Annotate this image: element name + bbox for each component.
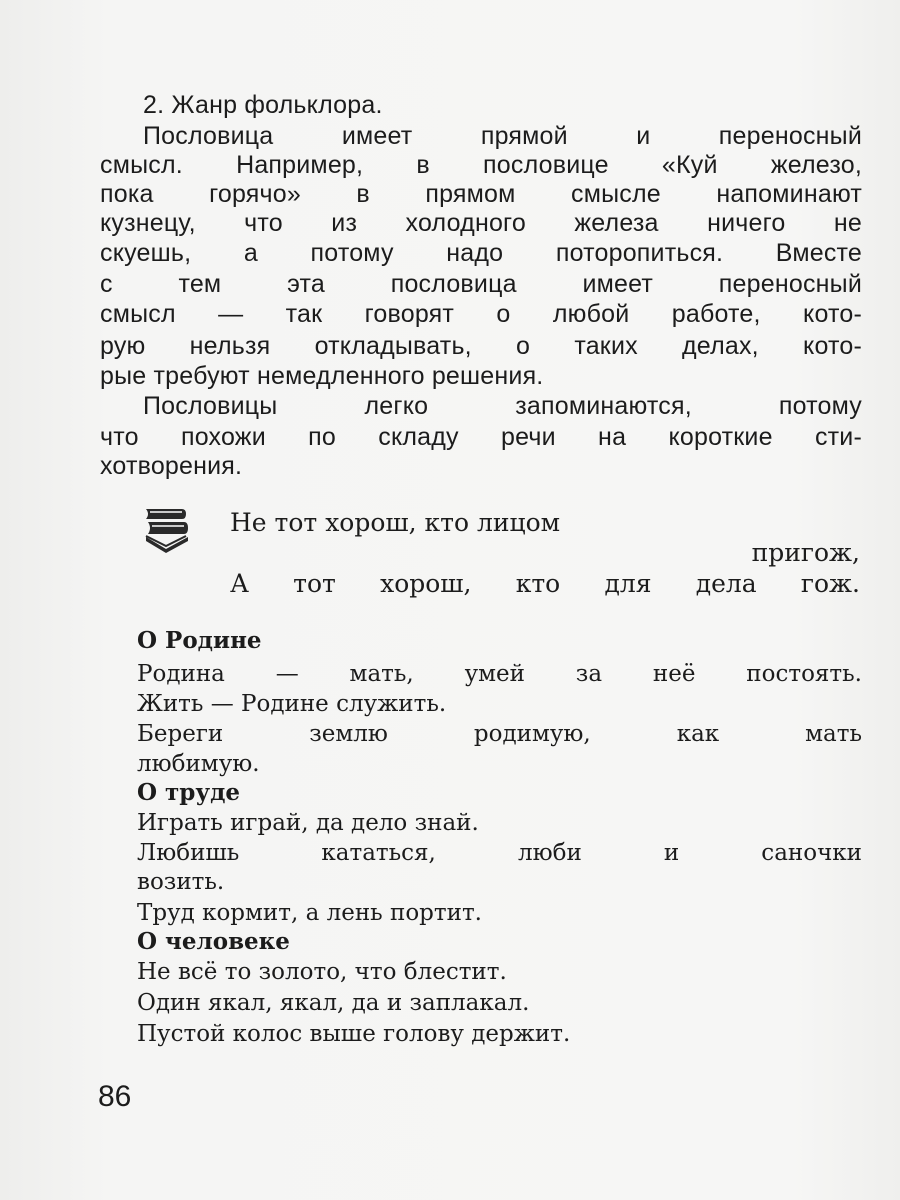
- section-heading: О человеке: [137, 928, 290, 955]
- section-heading: О Родине: [137, 627, 262, 654]
- proverb-line: Труд кормит, а лень портит.: [137, 900, 482, 926]
- section-heading: 2. Жанр фольклора.: [143, 91, 383, 119]
- text-line: смысл — так говорят о любой работе, кото-: [100, 300, 862, 328]
- proverb-line: Родина — мать, умей за неё постоять.: [137, 661, 862, 687]
- books-stack-icon: [142, 505, 190, 553]
- text-line: скуешь, а потому надо поторопиться. Вместе: [100, 239, 862, 267]
- text-line: Пословица имеет прямой и переносный: [143, 122, 862, 150]
- text-line: кузнецу, что из холодного железа ничего не: [100, 209, 862, 237]
- text-line: Пословицы легко запоминаются, потому: [143, 392, 862, 420]
- proverb-line: Пустой колос выше голову держит.: [137, 1021, 571, 1047]
- proverb-line: возить.: [137, 869, 225, 895]
- poem-line: А тот хорош, кто для дела гож.: [230, 569, 860, 598]
- proverb-line: Играть играй, да дело знай.: [137, 810, 479, 836]
- poem-line: Не тот хорош, кто лицом: [230, 508, 561, 537]
- section-heading: О труде: [137, 779, 241, 806]
- text-line: что похожи по складу речи на короткие сти-: [100, 423, 862, 451]
- text-line: рую нельзя откладывать, о таких делах, кото-: [100, 332, 862, 360]
- proverb-line: Любишь кататься, люби и саночки: [137, 840, 862, 866]
- text-line: смысл. Например, в пословице «Куй железо,: [100, 151, 862, 179]
- text-line: с тем эта пословица имеет переносный: [100, 270, 862, 298]
- proverb-line: Один якал, якал, да и заплакал.: [137, 990, 530, 1016]
- proverb-line: любимую.: [137, 751, 260, 777]
- poem-line: пригож,: [751, 538, 860, 567]
- proverb-line: Жить — Родине служить.: [137, 691, 447, 717]
- text-line: рые требуют немедленного решения.: [100, 362, 544, 390]
- proverb-line: Береги землю родимую, как мать: [137, 721, 862, 747]
- page-number: 86: [98, 1080, 132, 1113]
- text-line: хотворения.: [100, 452, 243, 480]
- proverb-line: Не всё то золото, что блестит.: [137, 959, 507, 985]
- text-line: пока горячо» в прямом смысле напоминают: [100, 180, 862, 208]
